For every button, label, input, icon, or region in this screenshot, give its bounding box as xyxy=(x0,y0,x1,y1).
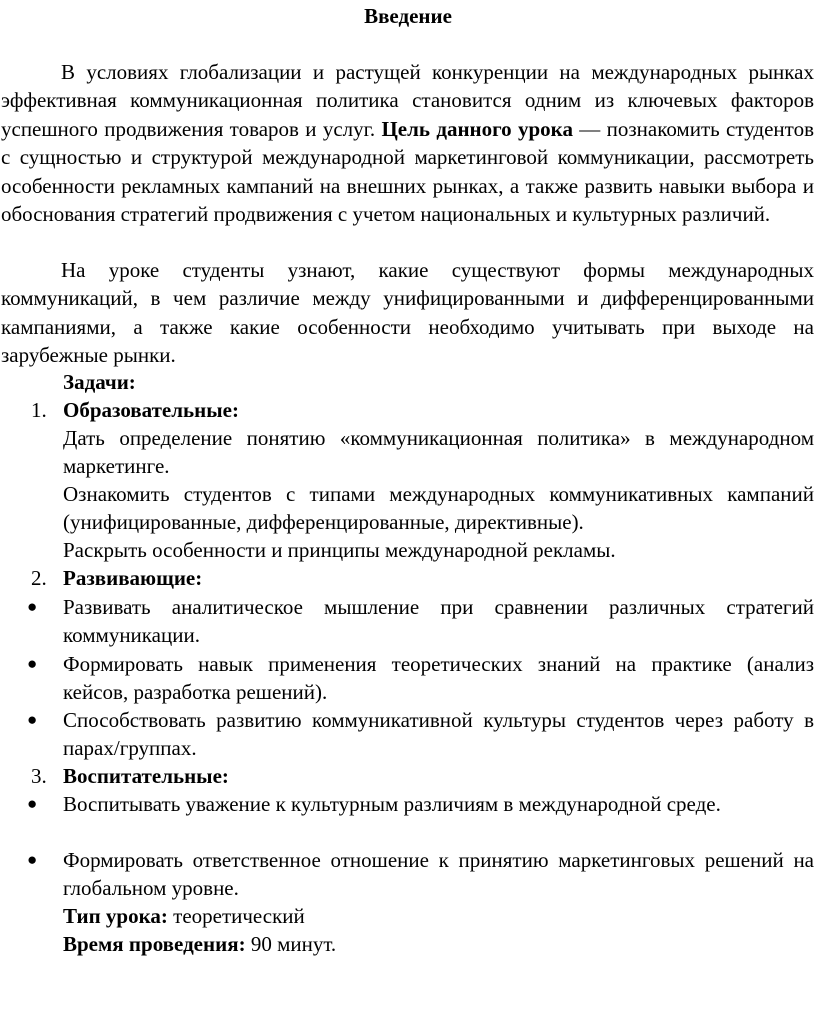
duration-label: Время проведения: xyxy=(63,932,246,956)
group-2-title: Развивающие: xyxy=(63,566,203,590)
intro-text-end: — познакомить студентов с сущностью и структурой международной маркетинговой коммуникации, рассмотреть особенности рекламных кампаний на внешних рынках, а также развить навыки выбора и обоснования стратегий продвижения с учетом национальных и культурных различий. xyxy=(1,116,814,227)
document-title: Введение xyxy=(364,4,452,28)
bullet-icon: ● xyxy=(27,654,38,673)
group-3-item-1: Воспитывать уважение к культурным различиям в международной среде. xyxy=(63,792,721,816)
group-1-item-1: Дать определение понятию «коммуникационная политика» в международном маркетинге. xyxy=(63,426,814,479)
goal-label: Цель данного урока xyxy=(381,116,573,141)
group-3-title: Воспитательные: xyxy=(63,764,229,788)
lesson-type-label: Тип урока: xyxy=(63,904,168,928)
intro-paragraph-1 xyxy=(1,58,814,228)
lesson-type xyxy=(63,902,305,930)
group-1-number: 1. xyxy=(31,398,47,422)
bullet-icon: ● xyxy=(27,850,38,869)
group-3-number: 3. xyxy=(31,764,47,788)
group-2-item-3: Способствовать развитию коммуникативной культуры студентов через работу в парах/группах. xyxy=(63,708,814,761)
intro-paragraph-2: На уроке студенты узнают, какие существуют формы международных коммуникаций, в чем различие между унифицированными и дифференцированными кампаниями, а также какие особенности необходимо учитывать при выходе на зарубежные рынки. xyxy=(1,258,814,368)
group-2-item-1: Развивать аналитическое мышление при сравнении различных стратегий коммуникации. xyxy=(63,595,814,648)
group-1-item-2: Ознакомить студентов с типами международных коммуникативных кампаний (унифицированные, дифференцированные, директивные). xyxy=(63,482,814,535)
duration-value: 90 минут. xyxy=(245,932,337,956)
group-3-item-2: Формировать ответственное отношение к принятию маркетинговых решений на глобальном уровне. xyxy=(63,848,814,901)
lesson-duration xyxy=(63,930,336,958)
group-1-title: Образовательные: xyxy=(63,398,239,422)
group-2-number: 2. xyxy=(31,566,47,590)
group-1-item-3: Раскрыть особенности и принципы международной рекламы. xyxy=(63,538,616,562)
tasks-heading: Задачи: xyxy=(63,370,136,394)
lesson-type-value: теоретический xyxy=(167,904,305,928)
bullet-icon: ● xyxy=(27,710,38,729)
group-2-item-2: Формировать навык применения теоретических знаний на практике (анализ кейсов, разработка решений). xyxy=(63,652,814,705)
intro-text-start: В условиях глобализации и растущей конкуренции на международных рынках эффективная коммуникационная политика становится одним из ключевых факторов успешного продвижения товаров и услуг. xyxy=(1,60,814,141)
bullet-icon: ● xyxy=(27,597,38,616)
bullet-icon: ● xyxy=(27,794,38,813)
